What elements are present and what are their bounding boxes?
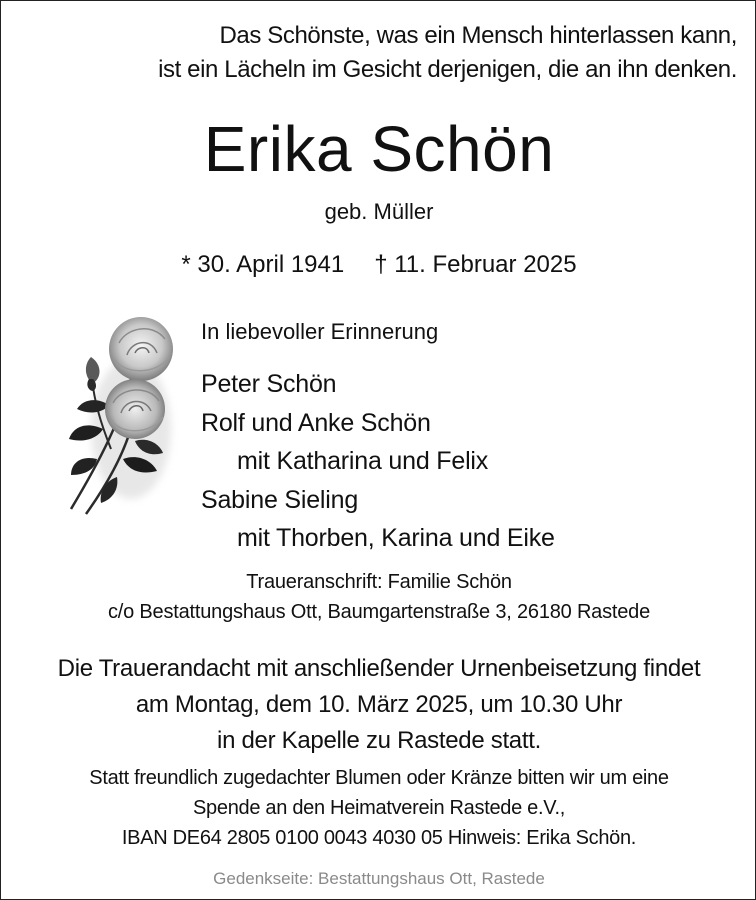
address-line-1: Traueranschrift: Familie Schön <box>246 571 512 593</box>
mourner-item: Rolf und Anke Schön <box>201 408 431 437</box>
service-line-2: am Montag, dem 10. März 2025, um 10.30 Uhr <box>135 691 623 718</box>
donation-line-3: IBAN DE64 2805 0100 0043 4030 05 Hinweis: Erika Schön. <box>121 827 637 849</box>
donation-line-2: Spende an den Heimatverein Rastede e.V., <box>193 797 565 819</box>
address-line-2: c/o Bestattungshaus Ott, Baumgartenstraße 3, 26180 Rastede <box>107 601 651 623</box>
memorial-quote <box>37 19 737 87</box>
donation-line-1: Statt freundlich zugedachter Blumen oder Kränze bitten wir um eine <box>89 767 669 789</box>
memorial-page-link[interactable]: Gedenkseite: Bestattungshaus Ott, Rastede <box>213 869 545 888</box>
donation-request <box>1 763 756 853</box>
service-line-3: in der Kapelle zu Rastede statt. <box>217 727 541 754</box>
deceased-name: Erika Schön <box>203 113 555 185</box>
memory-line: In liebevoller Erinnerung <box>201 319 439 344</box>
funeral-service-info <box>1 651 756 759</box>
quote-line-2: ist ein Lächeln im Gesicht derjenigen, die an ihn denken. <box>158 56 737 83</box>
mourner-item: Peter Schön <box>201 370 337 398</box>
birth-date: * 30. April 1941 <box>181 251 345 278</box>
mourner-item: Sabine Sieling <box>201 485 359 514</box>
mourner-item: mit Thorben, Karina und Eike <box>237 524 555 552</box>
life-dates <box>1 249 756 281</box>
mourning-address <box>1 567 756 627</box>
death-date: † 11. Februar 2025 <box>374 251 577 278</box>
mourners-list <box>201 365 555 558</box>
service-line-1: Die Trauerandacht mit anschließender Urnenbeisetzung findet <box>57 655 701 682</box>
rose-illustration <box>31 309 181 519</box>
quote-line-1: Das Schönste, was ein Mensch hinterlassen kann, <box>219 22 737 49</box>
birth-name: geb. Müller <box>324 199 434 224</box>
mourner-item: mit Katharina und Felix <box>237 447 489 475</box>
